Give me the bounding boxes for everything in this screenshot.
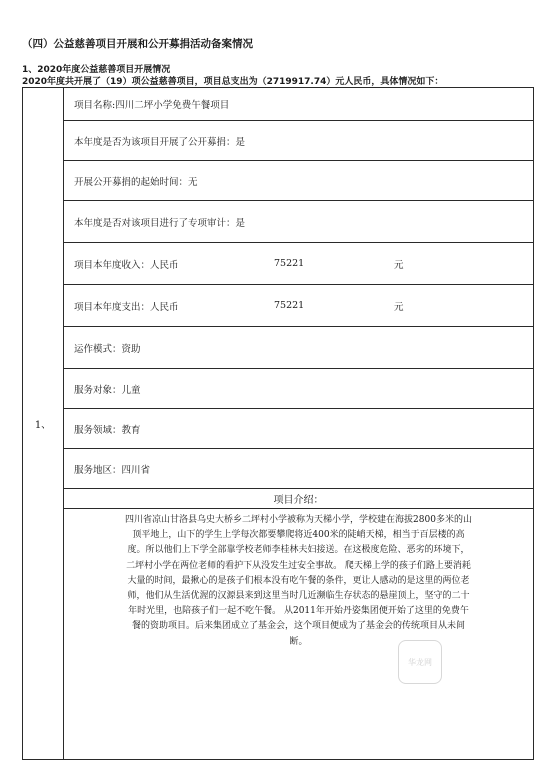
intro-line: 师，他们从生活优渥的汉源县来到这里当时几近濒临生存状态的悬崖顶上，坚守的二十 <box>127 591 470 602</box>
watermark-logo <box>398 640 442 684</box>
project-table <box>22 87 534 760</box>
intro-line: 断。 <box>289 636 308 647</box>
watermark-text: 华龙网 <box>408 657 432 667</box>
fundraising-start-field: 开展公开募捐的起始时间：无 <box>64 161 534 201</box>
operation-mode-field: 运作模式：资助 <box>64 327 534 369</box>
intro-line: 顶平地上，山下的学生上学每次都要攀爬将近400米的陡峭天梯，相当于百层楼的高 <box>132 530 465 541</box>
expense-field <box>64 285 534 327</box>
subsection-title: 1、2020年度公益慈善项目开展情况 <box>22 65 171 75</box>
service-domain-field: 服务领域：教育 <box>64 409 534 449</box>
project-index: 1、 <box>23 88 64 760</box>
section-title: （四）公益慈善项目开展和公开募捐活动备案情况 <box>22 38 253 50</box>
project-name: 项目名称:四川二坪小学免费午餐项目 <box>64 88 534 121</box>
intro-line: 餐的资助项目。后来集团成立了基金会，这个项目便成为了基金会的传统项目从未间 <box>131 621 465 632</box>
intro-title: 项目介绍： <box>64 489 534 509</box>
intro-line: 二坪村小学在两位老师的看护下从没发生过安全事故。 爬天梯上学的孩子们路上要消耗 <box>126 560 471 571</box>
expense-label: 项目本年度支出：人民币 <box>74 301 179 313</box>
service-target-field: 服务对象：儿童 <box>64 369 534 409</box>
service-region-field: 服务地区：四川省 <box>64 449 534 489</box>
income-label: 项目本年度收入：人民币 <box>74 259 179 271</box>
income-amount: 75221 <box>274 258 305 269</box>
expense-unit: 元 <box>394 301 404 313</box>
income-unit: 元 <box>394 259 404 271</box>
intro-line: 四川省凉山甘洛县乌史大桥乡二坪村小学被称为天梯小学，学校建在海拔2800多米的山 <box>125 515 472 525</box>
expense-amount: 75221 <box>274 300 305 311</box>
special-audit-field: 本年度是否对该项目进行了专项审计：是 <box>64 201 534 243</box>
public-fundraising-field: 本年度是否为该项目开展了公开募捐：是 <box>64 121 534 161</box>
summary-line: 2020年度共开展了（19）项公益慈善项目，项目总支出为（2719917.74）元人民币，具体情况如下： <box>22 77 444 87</box>
income-field <box>64 243 534 285</box>
intro-line: 度。所以他们上下学全部靠学校老师李桂林夫妇接送。在这极度危险、恶劣的环境下， <box>127 545 470 556</box>
intro-body <box>64 509 534 760</box>
intro-line: 大量的时间，最揪心的是孩子们根本没有吃午餐的条件，更让人感动的是这里的两位老 <box>127 575 470 586</box>
intro-line: 年时光里，也陪孩子们一起不吃午餐。 从2011年开始丹姿集团便开始了这里的免费午 <box>128 606 469 617</box>
